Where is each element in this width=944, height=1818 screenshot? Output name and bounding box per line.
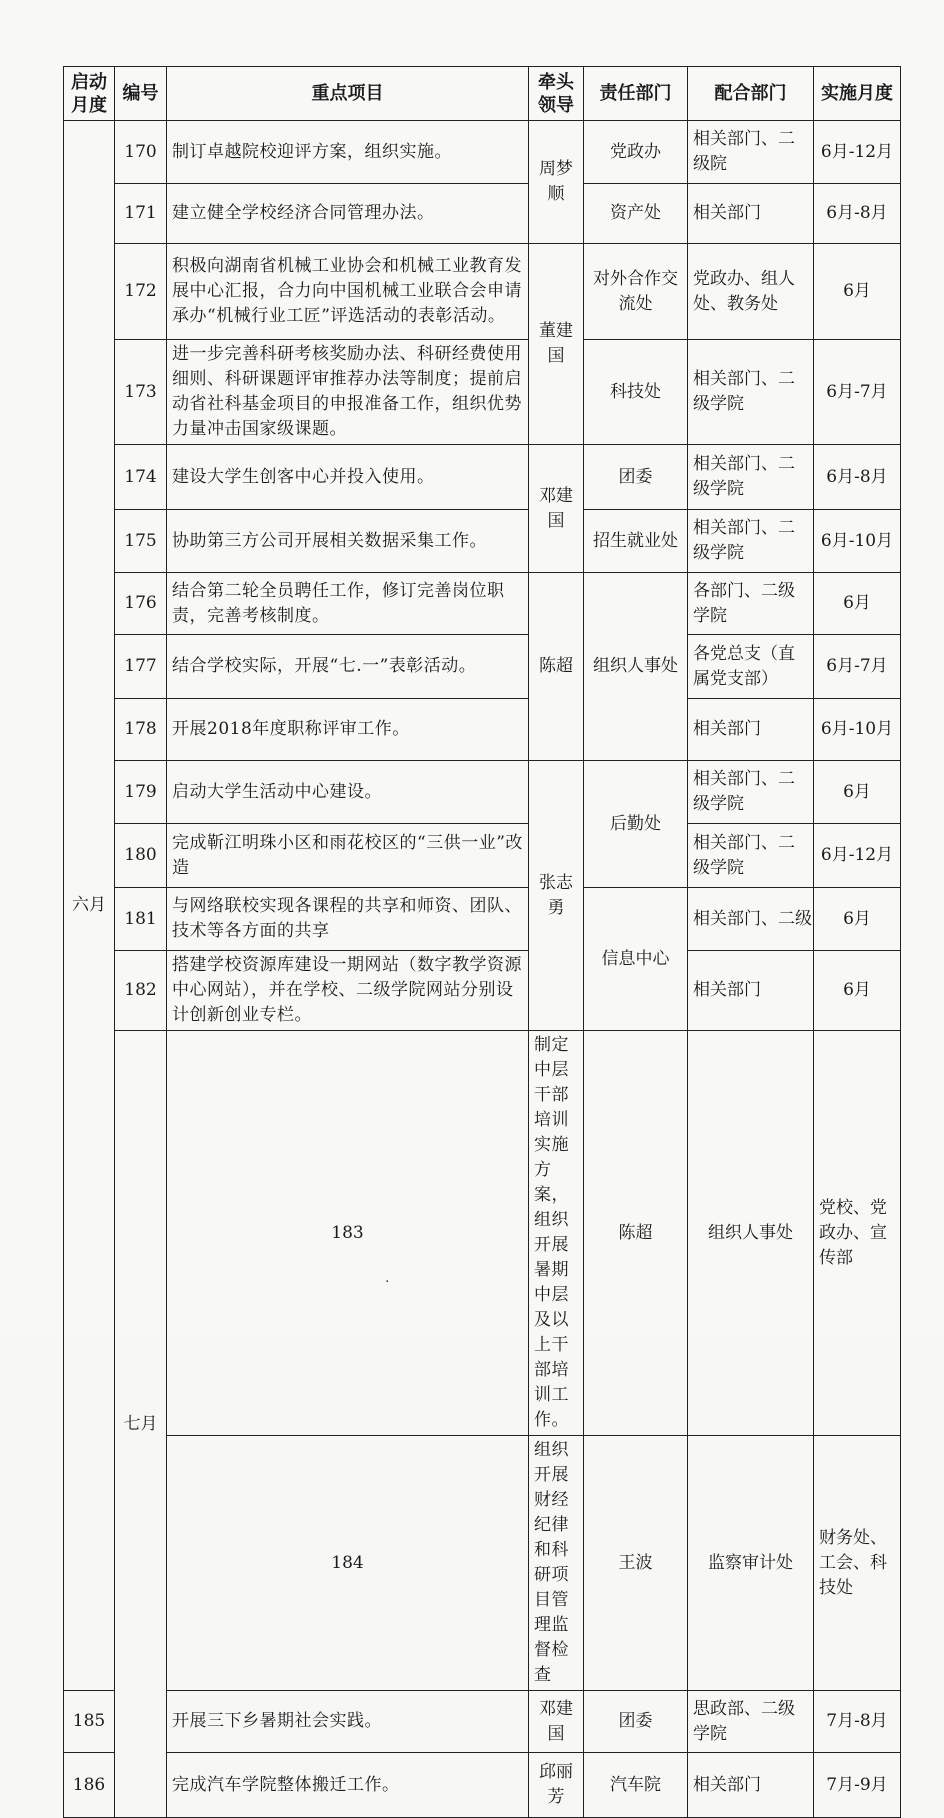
row-period: 6月-7月	[814, 635, 901, 699]
table-row	[64, 1436, 901, 1691]
row-number: 170	[115, 121, 167, 184]
table-row	[64, 699, 901, 761]
header-project: 重点项目	[167, 67, 529, 121]
row-task: 结合学校实际，开展“七.一”表彰活动。	[167, 635, 529, 699]
row-dept: 汽车院	[584, 1753, 688, 1818]
row-dept: 监察审计处	[688, 1436, 814, 1691]
row-dept: 信息中心	[584, 888, 688, 1031]
table-row	[64, 121, 901, 184]
row-period: 6月	[814, 951, 901, 1031]
table-row	[64, 244, 901, 340]
table-row	[64, 573, 901, 635]
row-coop: 相关部门、二级学院	[688, 761, 814, 824]
table-row	[64, 1031, 901, 1436]
row-task: 与网络联校实现各课程的共享和师资、团队、技术等各方面的共享	[167, 888, 529, 951]
row-task: 搭建学校资源库建设一期网站（数字教学资源中心网站），并在学校、二级学院网站分别设计创新创业专栏。	[167, 951, 529, 1031]
row-coop: 相关部门、二级学院	[688, 824, 814, 888]
row-task: 完成靳江明珠小区和雨花校区的“三供一业”改造	[167, 824, 529, 888]
table-row	[64, 1753, 901, 1818]
row-coop: 各部门、二级学院	[688, 573, 814, 635]
row-coop: 相关部门、二级学院	[688, 510, 814, 573]
row-period: 6月-8月	[814, 184, 901, 244]
row-coop: 相关部门	[688, 699, 814, 761]
month-june: 六月	[64, 121, 115, 1691]
row-number: 183	[167, 1031, 529, 1436]
table-row	[64, 445, 901, 510]
row-number: 178	[115, 699, 167, 761]
row-number: 180	[115, 824, 167, 888]
table-row	[64, 1691, 901, 1753]
row-coop: 相关部门	[688, 951, 814, 1031]
table-row	[64, 761, 901, 824]
row-period: 6月-12月	[814, 824, 901, 888]
row-dept: 党政办	[584, 121, 688, 184]
row-period: 6月-7月	[814, 340, 901, 445]
row-dept: 团委	[584, 445, 688, 510]
row-number: 185	[64, 1691, 115, 1753]
row-task: 建设大学生创客中心并投入使用。	[167, 445, 529, 510]
row-number: 181	[115, 888, 167, 951]
table-row	[64, 340, 901, 445]
row-dept: 组织人事处	[584, 573, 688, 761]
row-number: 177	[115, 635, 167, 699]
row-leader: 张志勇	[529, 761, 584, 1031]
table-row	[64, 510, 901, 573]
table-row	[64, 635, 901, 699]
row-period: 6月	[814, 244, 901, 340]
row-coop: 相关部门	[688, 1753, 814, 1818]
row-task: 建立健全学校经济合同管理办法。	[167, 184, 529, 244]
row-number: 184	[167, 1436, 529, 1691]
row-dept: 组织人事处	[688, 1031, 814, 1436]
row-task: 制定中层干部培训实施方案，组织开展暑期中层及以上干部培训工作。	[529, 1031, 584, 1436]
row-dept: 招生就业处	[584, 510, 688, 573]
row-dept: 后勤处	[584, 761, 688, 888]
row-period: 6月-8月	[814, 445, 901, 510]
row-leader: 陈超	[529, 573, 584, 761]
header-leader: 牵头领导	[529, 67, 584, 121]
page-footer-mark: .	[385, 1270, 390, 1286]
row-task: 启动大学生活动中心建设。	[167, 761, 529, 824]
row-number: 173	[115, 340, 167, 445]
row-leader: 邓建国	[529, 445, 584, 573]
row-number: 182	[115, 951, 167, 1031]
table-row	[64, 888, 901, 951]
row-coop: 财务处、工会、科技处	[814, 1436, 901, 1691]
row-period: 6月	[814, 888, 901, 951]
row-number: 176	[115, 573, 167, 635]
row-dept: 资产处	[584, 184, 688, 244]
row-dept: 对外合作交流处	[584, 244, 688, 340]
row-coop: 党校、党政办、宣传部	[814, 1031, 901, 1436]
row-task: 组织开展财经纪律和科研项目管理监督检查	[529, 1436, 584, 1691]
row-coop: 相关部门、二级学院	[688, 445, 814, 510]
table-row	[64, 184, 901, 244]
row-task: 制订卓越院校迎评方案，组织实施。	[167, 121, 529, 184]
row-coop: 相关部门、二级院	[688, 121, 814, 184]
row-coop: 党政办、组人处、教务处	[688, 244, 814, 340]
row-coop: 相关部门、二级	[688, 888, 814, 951]
row-period: 6月-10月	[814, 510, 901, 573]
row-number: 179	[115, 761, 167, 824]
row-coop: 相关部门	[688, 184, 814, 244]
row-task: 开展三下乡暑期社会实践。	[167, 1691, 529, 1753]
row-task: 协助第三方公司开展相关数据采集工作。	[167, 510, 529, 573]
row-leader: 王波	[584, 1436, 688, 1691]
row-period: 6月-12月	[814, 121, 901, 184]
row-number: 172	[115, 244, 167, 340]
row-leader: 董建国	[529, 244, 584, 445]
row-task: 积极向湖南省机械工业协会和机械工业教育发展中心汇报，合力向中国机械工业联合会申请承办“机械行业工匠”评选活动的表彰活动。	[167, 244, 529, 340]
table-row	[64, 824, 901, 888]
row-coop: 相关部门、二级学院	[688, 340, 814, 445]
row-period: 7月-8月	[814, 1691, 901, 1753]
row-leader: 陈超	[584, 1031, 688, 1436]
row-task: 完成汽车学院整体搬迁工作。	[167, 1753, 529, 1818]
row-number: 171	[115, 184, 167, 244]
row-task: 开展2018年度职称评审工作。	[167, 699, 529, 761]
row-leader: 周梦顺	[529, 121, 584, 244]
row-dept: 科技处	[584, 340, 688, 445]
row-coop: 各党总支（直属党支部）	[688, 635, 814, 699]
row-task: 进一步完善科研考核奖励办法、科研经费使用细则、科研课题评审推荐办法等制度；提前启动省社科基金项目的申报准备工作，组织优势力量冲击国家级课题。	[167, 340, 529, 445]
header-start-month: 启动月度	[64, 67, 115, 121]
row-dept: 团委	[584, 1691, 688, 1753]
row-number: 175	[115, 510, 167, 573]
header-number: 编号	[115, 67, 167, 121]
row-number: 186	[64, 1753, 115, 1818]
header-dept: 责任部门	[584, 67, 688, 121]
month-july: 七月	[115, 1031, 167, 1818]
row-task: 结合第二轮全员聘任工作，修订完善岗位职责，完善考核制度。	[167, 573, 529, 635]
header-coop: 配合部门	[688, 67, 814, 121]
row-period: 6月	[814, 761, 901, 824]
row-period: 6月	[814, 573, 901, 635]
row-number: 174	[115, 445, 167, 510]
header-period: 实施月度	[814, 67, 901, 121]
row-period: 7月-9月	[814, 1753, 901, 1818]
work-plan-table	[63, 66, 901, 1818]
row-leader: 邓建国	[529, 1691, 584, 1753]
row-period: 6月-10月	[814, 699, 901, 761]
table-row	[64, 951, 901, 1031]
header-row	[64, 67, 901, 121]
row-coop: 思政部、二级学院	[688, 1691, 814, 1753]
row-leader: 邱丽芳	[529, 1753, 584, 1818]
